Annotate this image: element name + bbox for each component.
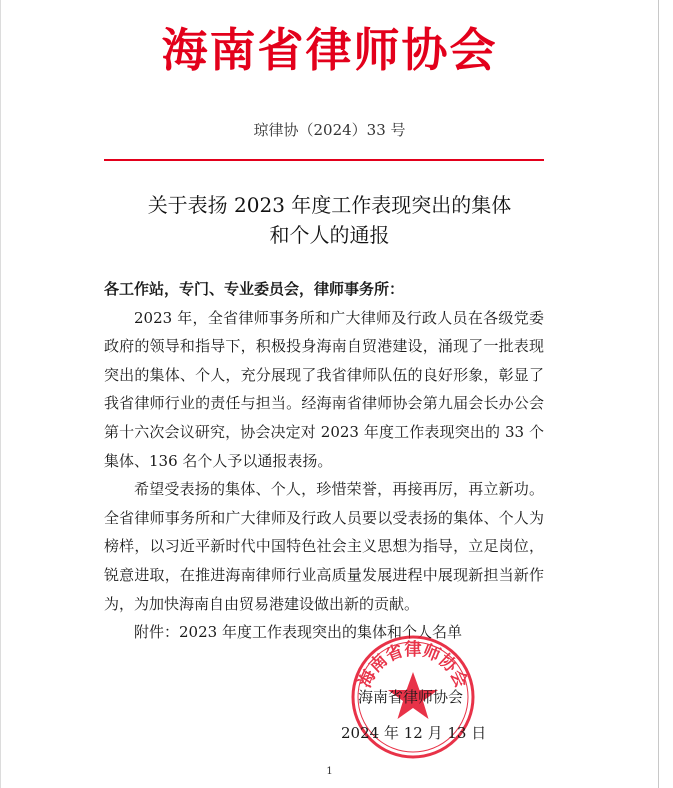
signature-date: 2024 年 12 月 13 日 — [341, 724, 487, 742]
seal-text: 海南省律师协会 — [355, 640, 471, 691]
notice-title-line-1: 关于表扬 2023 年度工作表现突出的集体 — [147, 193, 512, 217]
document-number: 琼律协（2024）33 号 — [253, 121, 406, 139]
notice-body — [104, 275, 544, 647]
page-number: 1 — [326, 766, 333, 777]
paragraph-2: 希望受表扬的集体、个人，珍惜荣誉，再接再厉，再立新功。全省律师事务所和广大律师及行政人员要以受表扬的集体、个人为榜样，以习近平新时代中国特色社会主义思想为指导，立足岗位，锐意进取，在推进海南律师行业高质量发展进程中展现新担当新作为，为加快海南自由贸易港建设做出新的贡献。 — [104, 480, 544, 613]
notice-title-line-2: 和个人的通报 — [269, 223, 390, 247]
org-letterhead-title: 海南省律师协会 — [161, 23, 498, 77]
red-divider-line — [104, 159, 544, 161]
attachment-line: 附件：2023 年度工作表现突出的集体和个人名单 — [134, 623, 462, 642]
paragraph-1: 2023 年，全省律师事务所和广大律师及行政人员在各级党委政府的领导和指导下，积极投身海南自贸港建设，涌现了一批表现突出的集体、个人，充分展现了我省律师队伍的良好形象，彰显了我省律师行业的责任与担当。经海南省律师协会第九届会长办公会第十六次会议研究，协会决定对 2023 年度工作表现突出的 33 个集体、136 名个人予以通报表扬。 — [104, 308, 544, 470]
signer-organization: 海南省律师协会 — [358, 688, 464, 706]
salutation: 各工作站，专门、专业委员会，律师事务所： — [104, 280, 405, 298]
notice-title — [0, 190, 659, 250]
